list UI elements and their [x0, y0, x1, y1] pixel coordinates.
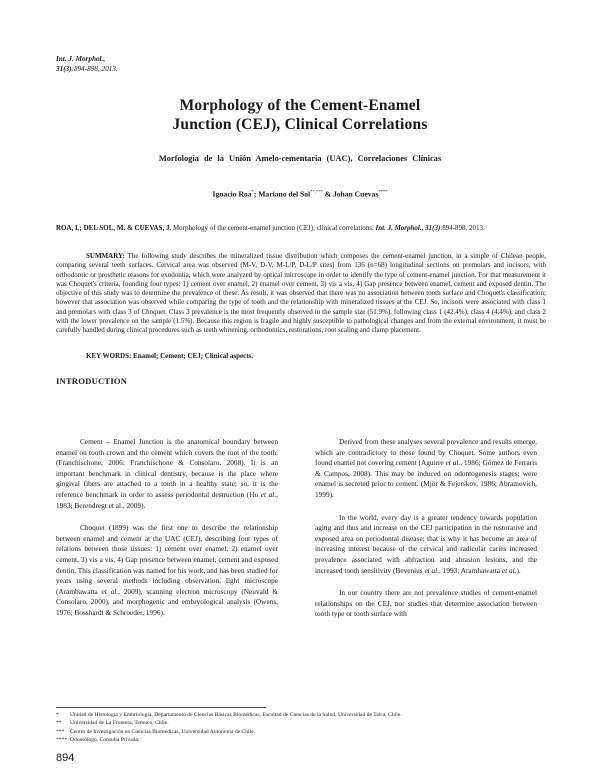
author-name: Ignacio Roa: [212, 189, 252, 199]
page-number: 894: [56, 752, 75, 764]
title-line-1: Morphology of the Cement-Enamel: [179, 97, 421, 114]
article-title: [60, 96, 540, 134]
citation-journal: Int. J. Morphol., 31(3): [375, 224, 441, 232]
author-affiliation-mark: *: [251, 189, 254, 194]
footnote: *** Centro de Investigación en Ciencias Biomédicas, Universidad Autónoma de Chile.: [56, 728, 256, 735]
keywords: KEY WORDS: Enamel; Cement; CEJ; Clinical aspects.: [86, 352, 254, 360]
author-separator: &: [322, 189, 333, 199]
footnote-rule: [56, 707, 266, 708]
summary-text: The following study describes the mineralized tissue distribution which composes the cement-enamel junction, in a simple of Chilean people, comparing several teeth surfaces. Cervical area was observed (M-V, D-V, M-L/P, D-L/P sites) from 136 (n=68) longitudinal sections on premolars and incisors, with orthodontic or prosthetic reasons for exodontia, which were analyzed by optical microscope in order to identify the type of cement-enamel junction. For that measurement it was Choquet's criteria, founding four types: 1) cement over enamel, 2) enamel over cement, 3) vis a vis, 4) Gap presence between enamel, cement and exposed dentin. The objective of this study was to determine the prevalence of these. As result, it was observed that there was no association between tooth surface and Choquet's classification; however that association was observed while comparing the type of tooth and the relationship with mineralized tissues at the CEJ. So, incisors were associated with class 1 and premolars with class 3 of Choquet. Class 3 prevalence is the most frequently observed in the sample size (51.9%), following class 1 (42.4%), class 4 (4.4%), and class 2 with the lower prevalence on the sample (1.5%). Because this region is fragile and highly susceptible to pathological changes and from the external environment, it must be carefully handled during clinical procedures such as teeth whitening, orthodontics, restorations, root scaling and clamp placement.: [56, 252, 546, 335]
footnote: ** Universidad de La Frontera, Temuco, Chile.: [56, 720, 169, 727]
title-line-2: Junction (CEJ), Clinical Correlations: [172, 116, 428, 133]
journal-volume: 31(3): [56, 64, 72, 73]
left-column: [56, 437, 278, 631]
paragraph: Choquet (1899) was the first one to describe the relationship between enamel and cement at the UAC (CEJ), describing four types of relations between those tissues: 1) cement over enamel, 2) enamel over cement, 3) vis a vis, 4) Gap presence between enamel, cement and exposed dentin. This classification was named for his work, and has been studied for years using several methods including observation, light microscope (Arambawatta et al., 2009), scanning electron microscopy (Neuvald & Consolaro, 2000), and morphogenic and embryological analysis (Owens, 1976; Bosshardt & Schroeder, 1996).: [56, 523, 278, 617]
paragraph: Derived from these analyses several prevalence and results emerge, which are contradictory to those found by Choquet. Some authors even found enamel not covering cement (Aguirre et al., 1986; Gómez de Ferraris & Campos, 2008). This may be induced on odontogenesis stages; were enamel is secreted prior to cement. (Mjör & Fejerskov, 1986; Abramovich, 1999).: [315, 437, 537, 499]
summary-label: SUMMARY:: [86, 252, 125, 260]
citation-pages: :894-898, 2013.: [440, 224, 485, 232]
journal-pages-year: :894-898, 2013.: [71, 64, 118, 73]
footnote: **** Odontólogo, Consulta Privada.: [56, 737, 140, 744]
section-heading: INTRODUCTION: [56, 376, 128, 386]
author-name: Johan Cuevas: [332, 189, 379, 199]
journal-reference: [56, 55, 118, 74]
abstract: [56, 252, 546, 336]
author-name: Mariano del Sol: [258, 189, 311, 199]
footnotes: [56, 711, 556, 745]
citation-authors: ROA, I.; DEL SOL, M. & CUEVAS, J.: [56, 224, 172, 232]
citation-text: Morphology of the cement-enamel junction (CEJ), clinical correlations.: [171, 224, 376, 232]
spanish-subtitle: Morfología de la Unión Amelo-cementaria (UAC), Correlaciones Clínicas: [158, 154, 442, 163]
journal-name: Int. J. Morphol.,: [56, 55, 106, 63]
author-list: [60, 189, 540, 199]
author-affiliation-mark: **,***: [310, 189, 323, 194]
paragraph: In the world, every day is a greater tendency towards population aging and thus and increase on the CEJ participation in the restorative and exposed area on periodontal disease; that is why it has become an area of increasing interest because of the cervical and radicular caries increased prevalence associated with abfraction and abrasion lesions, and the increased tooth sensitivity (Bevenius et al., 1993; Aramhawatta et al.).: [315, 512, 537, 575]
author-affiliation-mark: ****: [378, 189, 388, 194]
footnote: * Unidad de Histología y Embriología, Departamento de Ciencias Básicas Biomédicas, Facultad de Ciencias de la Salud, Universidad de Talca, Chile.: [56, 712, 402, 718]
author-separator: ;: [253, 189, 259, 199]
citation: [56, 224, 546, 233]
paragraph: In our country there are not prevalence studies of cement-enamel relationships on the CEJ, nor studies that determine association between tooth type or tooth surface with: [315, 588, 537, 619]
right-column: [315, 437, 537, 632]
paragraph: Cement – Enamel Junction is the anatomical boundary between enamel on tooth crown and the cement which covers the root of the tooth. (Franchischone, 2006; Franchischone & Consolaro, 2008). It is an important benchmark in clinical dentistry, because is the place where gingival fibers are attached to a tooth in a healthy state; so, it is the reference benchmark in order to assess periodontal destruction (Hu et al., 1983; Berendregt et al., 2009).: [56, 437, 278, 510]
